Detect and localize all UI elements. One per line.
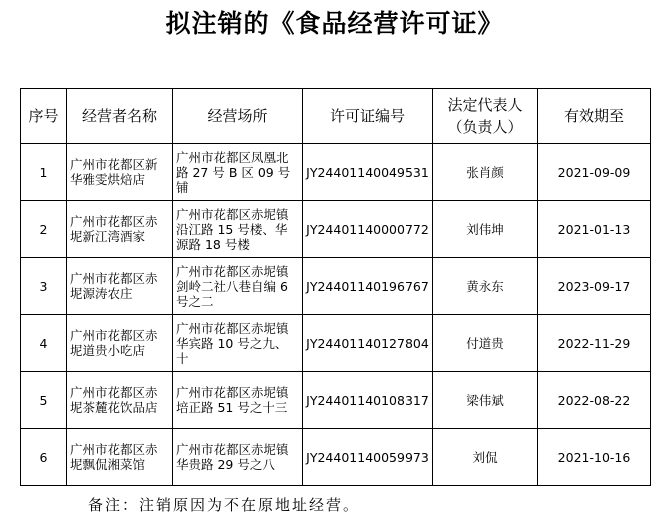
cell-representative: 付道贵 [433,315,538,372]
cell-name: 广州市花都区赤坭源涛农庄 [67,258,173,315]
header-name: 经营者名称 [67,89,173,144]
cell-address: 广州市花都区凤凰北路 27 号 B 区 09 号铺 [173,144,303,201]
cell-seq: 3 [21,258,67,315]
cell-license: JY24401140127804 [303,315,433,372]
cell-representative: 黄永东 [433,258,538,315]
cell-name: 广州市花都区赤坭新江湾酒家 [67,201,173,258]
header-representative-line2: （负责人） [447,118,523,136]
header-valid-until: 有效期至 [538,89,651,144]
header-seq: 序号 [21,89,67,144]
cell-seq: 6 [21,429,67,486]
cell-license: JY24401140108317 [303,372,433,429]
cell-name: 广州市花都区赤坭茶麓花饮品店 [67,372,173,429]
cell-address: 广州市花都区赤坭镇华贵路 29 号之八 [173,429,303,486]
header-representative [433,89,538,144]
header-license: 许可证编号 [303,89,433,144]
document-title: 拟注销的《食品经营许可证》 [165,9,504,38]
cell-name: 广州市花都区新华雅雯烘焙店 [67,144,173,201]
table-row [21,144,651,201]
license-table [20,88,651,486]
cell-valid-until: 2023-09-17 [538,258,651,315]
table-row [21,201,651,258]
cell-address: 广州市花都区赤坭镇沿江路 15 号楼、华源路 18 号楼 [173,201,303,258]
cell-seq: 5 [21,372,67,429]
cell-license: JY24401140059973 [303,429,433,486]
table-row [21,258,651,315]
table-row [21,372,651,429]
cell-seq: 4 [21,315,67,372]
table-header-row [21,89,651,144]
cell-representative: 张肖颜 [433,144,538,201]
cell-address: 广州市花都区赤坭镇华宾路 10 号之九、十 [173,315,303,372]
cell-representative: 刘侃 [433,429,538,486]
cell-valid-until: 2021-01-13 [538,201,651,258]
header-representative-line1: 法定代表人 [447,96,523,114]
footnote: 备注：注销原因为不在原地址经营。 [88,496,361,514]
table-row [21,429,651,486]
cell-address: 广州市花都区赤坭镇培正路 51 号之十三 [173,372,303,429]
cell-valid-until: 2022-11-29 [538,315,651,372]
cell-valid-until: 2021-09-09 [538,144,651,201]
table-row [21,315,651,372]
cell-seq: 1 [21,144,67,201]
cell-license: JY24401140196767 [303,258,433,315]
cell-name: 广州市花都区赤坭道贵小吃店 [67,315,173,372]
cell-valid-until: 2021-10-16 [538,429,651,486]
cell-representative: 梁伟斌 [433,372,538,429]
header-address: 经营场所 [173,89,303,144]
cell-license: JY24401140049531 [303,144,433,201]
cell-name: 广州市花都区赤坭飘侃湘菜馆 [67,429,173,486]
cell-valid-until: 2022-08-22 [538,372,651,429]
cell-address: 广州市花都区赤坭镇剑岭二社八巷自编 6 号之二 [173,258,303,315]
cell-seq: 2 [21,201,67,258]
cell-license: JY24401140000772 [303,201,433,258]
cell-representative: 刘伟坤 [433,201,538,258]
